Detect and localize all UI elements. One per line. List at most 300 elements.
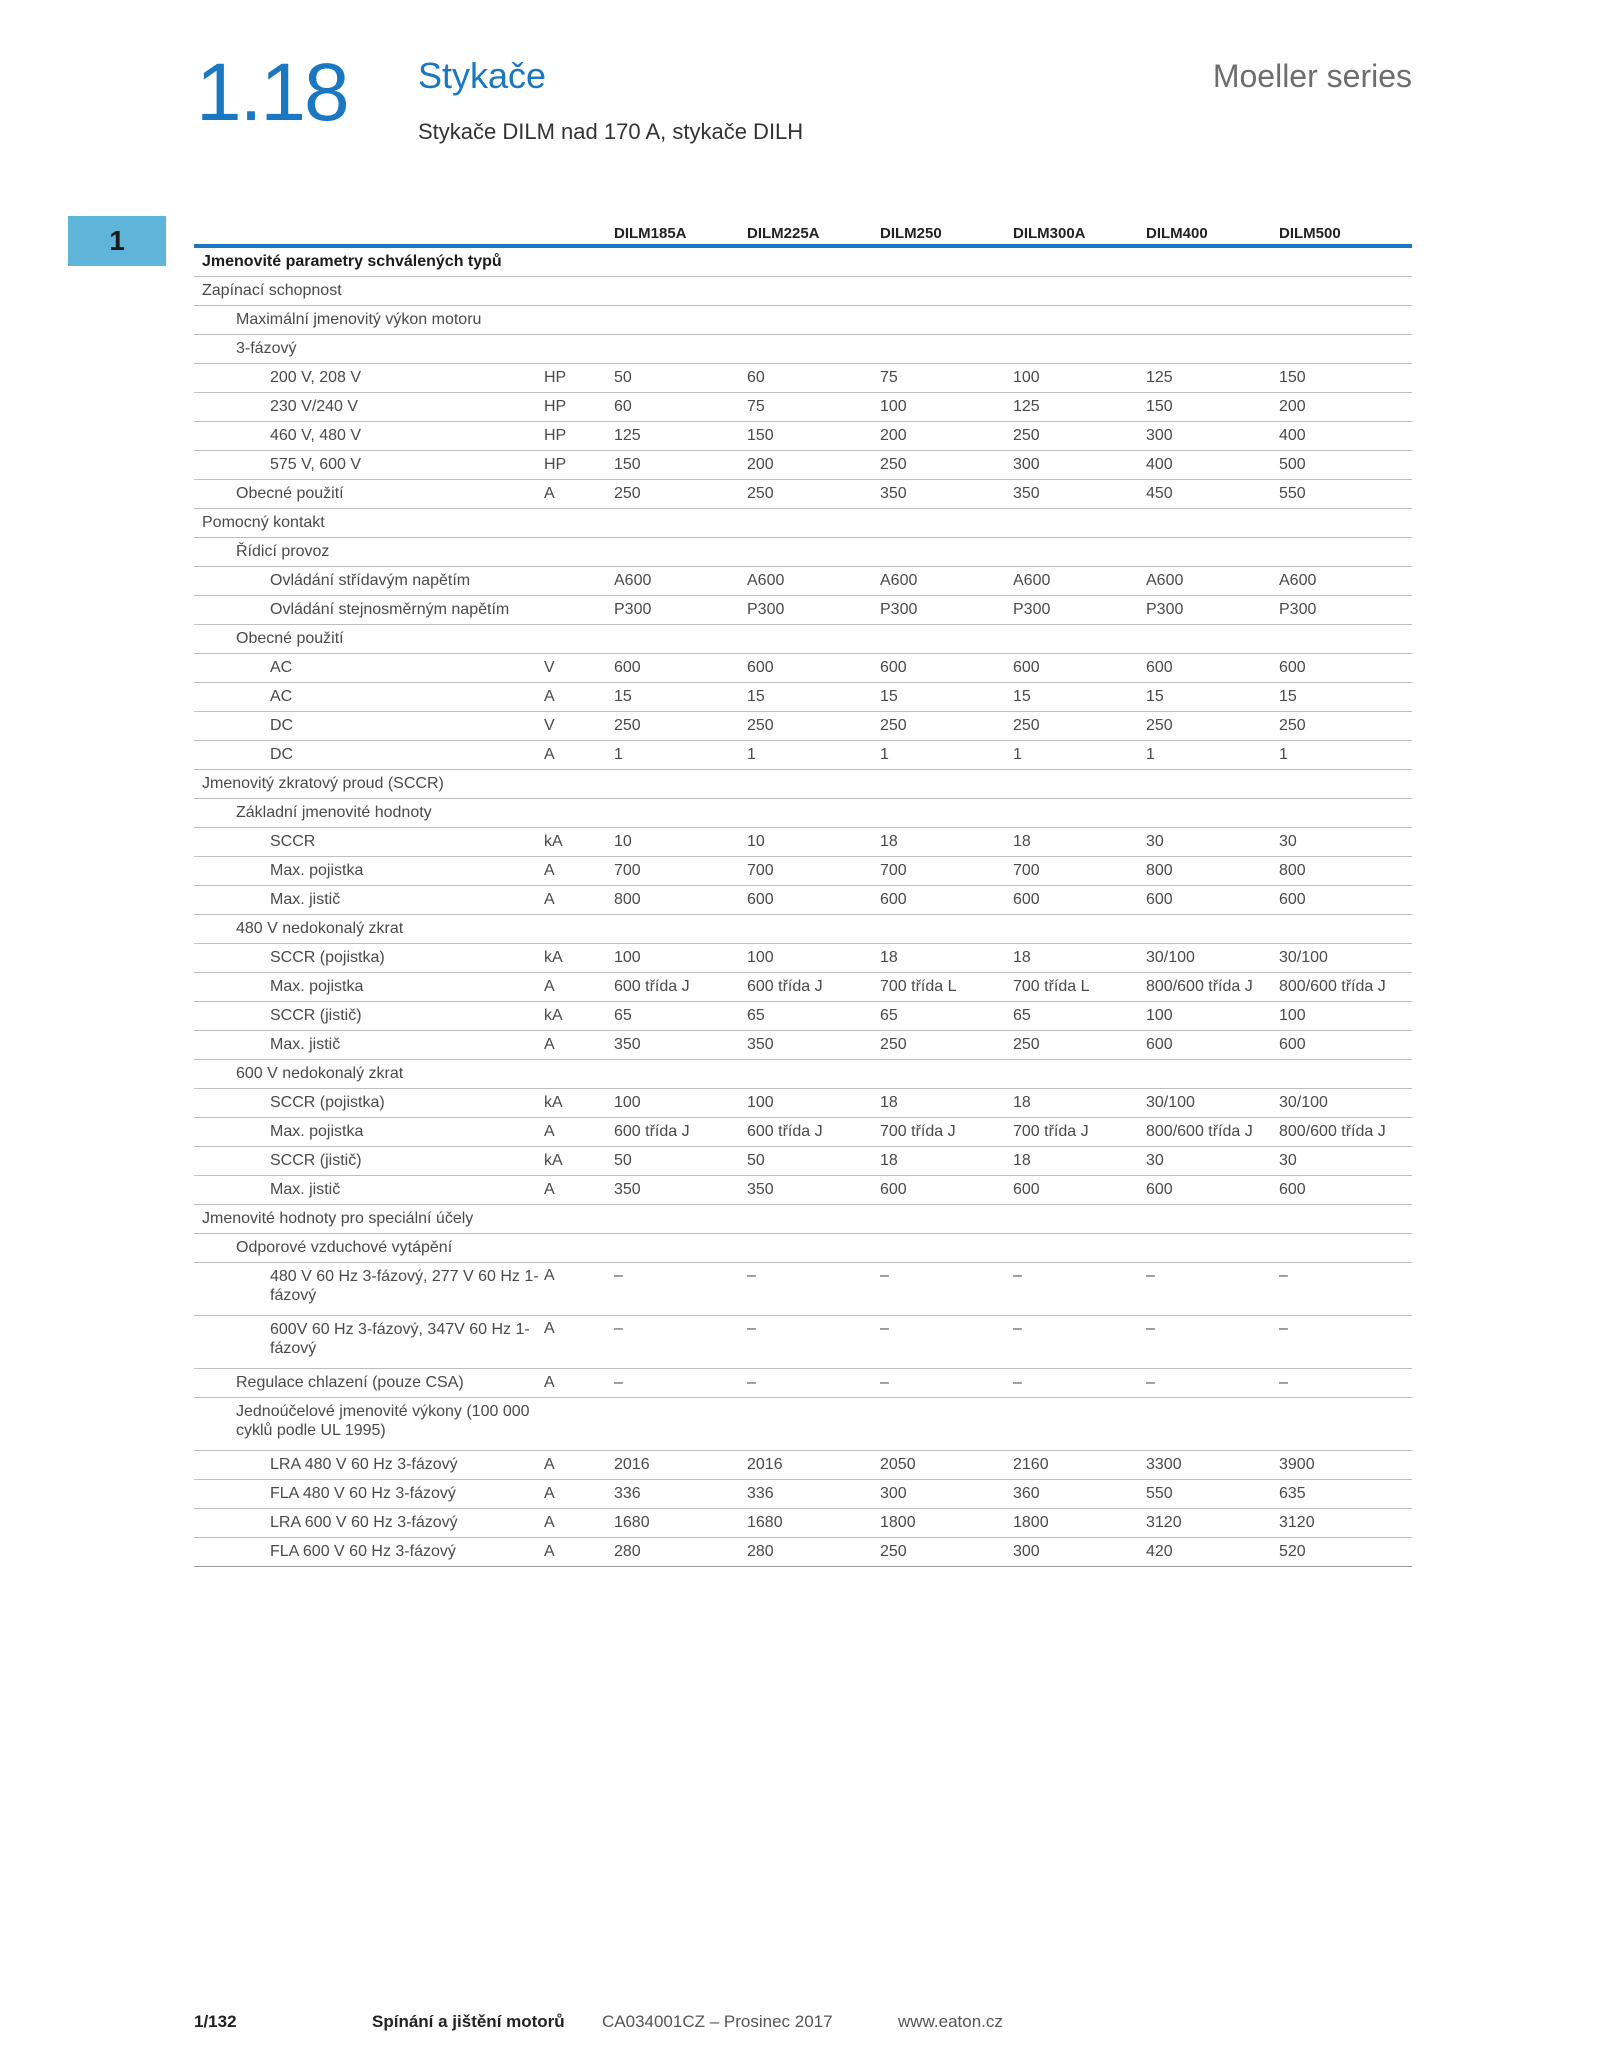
table-row <box>194 393 1412 422</box>
header-label-spacer <box>194 218 544 246</box>
cell-value <box>880 509 1013 538</box>
cell-value: 100 <box>1279 1002 1412 1031</box>
cell-value <box>1013 1060 1146 1089</box>
cell-value <box>1146 1398 1279 1451</box>
cell-value: 150 <box>614 451 747 480</box>
row-label: Jmenovitý zkratový proud (SCCR) <box>194 770 544 799</box>
cell-value: 500 <box>1279 451 1412 480</box>
row-unit: A <box>544 683 614 712</box>
cell-value <box>1146 770 1279 799</box>
cell-value: 50 <box>747 1147 880 1176</box>
cell-value: 30 <box>1279 828 1412 857</box>
cell-value: 100 <box>880 393 1013 422</box>
row-unit: HP <box>544 422 614 451</box>
cell-value: 450 <box>1146 480 1279 509</box>
cell-value: – <box>880 1263 1013 1316</box>
cell-value <box>1146 1234 1279 1263</box>
header-unit-spacer <box>544 218 614 246</box>
cell-value: 3300 <box>1146 1451 1279 1480</box>
cell-value: 250 <box>1013 712 1146 741</box>
cell-value: 18 <box>1013 828 1146 857</box>
cell-value <box>880 1205 1013 1234</box>
cell-value: 250 <box>614 480 747 509</box>
cell-value: 600 <box>1146 886 1279 915</box>
cell-value <box>1013 1205 1146 1234</box>
row-label: Obecné použití <box>194 625 544 654</box>
cell-value <box>747 509 880 538</box>
cell-value: 30/100 <box>1279 944 1412 973</box>
cell-value: 1 <box>747 741 880 770</box>
cell-value <box>1146 306 1279 335</box>
row-unit: HP <box>544 451 614 480</box>
cell-value <box>747 1234 880 1263</box>
table-row <box>194 422 1412 451</box>
cell-value: – <box>1146 1263 1279 1316</box>
column-header: DILM300A <box>1013 218 1146 246</box>
cell-value: 600 <box>1013 1176 1146 1205</box>
cell-value <box>1279 538 1412 567</box>
row-unit: A <box>544 1263 614 1316</box>
cell-value: – <box>880 1369 1013 1398</box>
cell-value: 600 <box>880 654 1013 683</box>
cell-value: A600 <box>614 567 747 596</box>
row-unit: V <box>544 654 614 683</box>
cell-value: 15 <box>614 683 747 712</box>
cell-value: 336 <box>614 1480 747 1509</box>
cell-value: 100 <box>1013 364 1146 393</box>
cell-value: 600 <box>1146 1031 1279 1060</box>
page-title: Stykače <box>418 55 547 96</box>
cell-value: 3120 <box>1279 1509 1412 1538</box>
chapter-tab: 1 <box>68 216 166 266</box>
cell-value: 1 <box>1013 741 1146 770</box>
table-row <box>194 944 1412 973</box>
row-unit: HP <box>544 393 614 422</box>
page-number: 1/132 <box>194 2012 237 2031</box>
table-row <box>194 1538 1412 1567</box>
cell-value <box>747 1205 880 1234</box>
row-label: Jmenovité hodnoty pro speciální účely <box>194 1205 544 1234</box>
table-row <box>194 625 1412 654</box>
cell-value: 1 <box>1279 741 1412 770</box>
cell-value <box>880 306 1013 335</box>
cell-value <box>1013 799 1146 828</box>
table-row <box>194 857 1412 886</box>
cell-value: 600 <box>1279 1031 1412 1060</box>
row-label: 460 V, 480 V <box>194 422 544 451</box>
cell-value: 125 <box>614 422 747 451</box>
cell-value <box>1146 246 1279 277</box>
cell-value <box>614 306 747 335</box>
cell-value: 150 <box>1279 364 1412 393</box>
row-label: 200 V, 208 V <box>194 364 544 393</box>
row-label: SCCR (pojistka) <box>194 1089 544 1118</box>
row-unit <box>544 1234 614 1263</box>
cell-value: P300 <box>747 596 880 625</box>
cell-value: 300 <box>1013 1538 1146 1567</box>
cell-value: 635 <box>1279 1480 1412 1509</box>
cell-value: 100 <box>1146 1002 1279 1031</box>
cell-value <box>1013 509 1146 538</box>
cell-value: 10 <box>747 828 880 857</box>
cell-value: 250 <box>1013 1031 1146 1060</box>
row-unit: A <box>544 1118 614 1147</box>
cell-value <box>747 1060 880 1089</box>
table-row <box>194 1147 1412 1176</box>
table-row <box>194 1451 1412 1480</box>
row-unit <box>544 538 614 567</box>
cell-value <box>747 246 880 277</box>
row-label: SCCR (jistič) <box>194 1002 544 1031</box>
cell-value: – <box>880 1316 1013 1369</box>
column-header: DILM225A <box>747 218 880 246</box>
cell-value: 30/100 <box>1146 1089 1279 1118</box>
chapter-number: 1.18 <box>196 47 348 138</box>
cell-value: – <box>1013 1263 1146 1316</box>
cell-value <box>1013 1398 1146 1451</box>
cell-value <box>1013 538 1146 567</box>
cell-value: 100 <box>614 944 747 973</box>
table-row <box>194 654 1412 683</box>
row-label: DC <box>194 712 544 741</box>
cell-value: 250 <box>614 712 747 741</box>
cell-value: 600 <box>1146 654 1279 683</box>
row-label: Max. jistič <box>194 1031 544 1060</box>
cell-value: P300 <box>1146 596 1279 625</box>
cell-value: 520 <box>1279 1538 1412 1567</box>
cell-value: 30 <box>1279 1147 1412 1176</box>
cell-value: 600 třída J <box>747 1118 880 1147</box>
table-row <box>194 1176 1412 1205</box>
cell-value: 600 <box>614 654 747 683</box>
cell-value: P300 <box>880 596 1013 625</box>
cell-value: 1 <box>880 741 1013 770</box>
table-row <box>194 915 1412 944</box>
cell-value <box>1279 246 1412 277</box>
cell-value: 700 třída J <box>1013 1118 1146 1147</box>
cell-value: 800 <box>614 886 747 915</box>
table-row <box>194 1398 1412 1451</box>
table-row <box>194 538 1412 567</box>
row-unit: V <box>544 712 614 741</box>
row-unit: A <box>544 1369 614 1398</box>
row-label: AC <box>194 683 544 712</box>
cell-value <box>880 1398 1013 1451</box>
row-label: 480 V nedokonalý zkrat <box>194 915 544 944</box>
cell-value <box>614 509 747 538</box>
row-label: Odporové vzduchové vytápění <box>194 1234 544 1263</box>
row-unit: A <box>544 1451 614 1480</box>
cell-value: 18 <box>1013 1089 1146 1118</box>
cell-value <box>747 277 880 306</box>
cell-value: 18 <box>880 944 1013 973</box>
cell-value: 3900 <box>1279 1451 1412 1480</box>
cell-value: – <box>1013 1369 1146 1398</box>
row-label: Základní jmenovité hodnoty <box>194 799 544 828</box>
cell-value <box>1013 625 1146 654</box>
cell-value: 700 třída L <box>1013 973 1146 1002</box>
cell-value: 2160 <box>1013 1451 1146 1480</box>
cell-value: 1 <box>614 741 747 770</box>
cell-value <box>747 538 880 567</box>
cell-value: – <box>747 1369 880 1398</box>
cell-value: 65 <box>614 1002 747 1031</box>
cell-value: 2050 <box>880 1451 1013 1480</box>
cell-value: 250 <box>1146 712 1279 741</box>
cell-value: 1800 <box>1013 1509 1146 1538</box>
cell-value: 65 <box>1013 1002 1146 1031</box>
cell-value: 18 <box>1013 944 1146 973</box>
row-label: LRA 480 V 60 Hz 3-fázový <box>194 1451 544 1480</box>
row-unit <box>544 1060 614 1089</box>
cell-value: 336 <box>747 1480 880 1509</box>
cell-value <box>1279 1398 1412 1451</box>
cell-value: 600 <box>1013 886 1146 915</box>
row-unit <box>544 567 614 596</box>
cell-value <box>1146 1060 1279 1089</box>
table-row <box>194 1060 1412 1089</box>
cell-value: – <box>1279 1263 1412 1316</box>
cell-value: 60 <box>747 364 880 393</box>
row-label: Pomocný kontakt <box>194 509 544 538</box>
cell-value: 2016 <box>614 1451 747 1480</box>
row-label: LRA 600 V 60 Hz 3-fázový <box>194 1509 544 1538</box>
cell-value: 3120 <box>1146 1509 1279 1538</box>
cell-value: 200 <box>1279 393 1412 422</box>
row-label: 600 V nedokonalý zkrat <box>194 1060 544 1089</box>
row-unit: kA <box>544 944 614 973</box>
row-unit: A <box>544 1509 614 1538</box>
series-label: Moeller series <box>1212 58 1412 94</box>
cell-value: 1680 <box>614 1509 747 1538</box>
cell-value: – <box>1146 1369 1279 1398</box>
table-row <box>194 973 1412 1002</box>
cell-value: 700 <box>1013 857 1146 886</box>
table-row <box>194 741 1412 770</box>
cell-value: 30 <box>1146 1147 1279 1176</box>
cell-value <box>1146 509 1279 538</box>
table-row <box>194 335 1412 364</box>
cell-value: 1 <box>1146 741 1279 770</box>
cell-value: 350 <box>747 1176 880 1205</box>
row-unit <box>544 306 614 335</box>
cell-value <box>747 799 880 828</box>
row-unit: kA <box>544 828 614 857</box>
cell-value: 200 <box>880 422 1013 451</box>
row-unit <box>544 246 614 277</box>
cell-value: 360 <box>1013 1480 1146 1509</box>
cell-value: A600 <box>747 567 880 596</box>
cell-value: 125 <box>1146 364 1279 393</box>
row-label: Max. pojistka <box>194 1118 544 1147</box>
cell-value: 600 třída J <box>614 1118 747 1147</box>
cell-value: 125 <box>1013 393 1146 422</box>
cell-value: 18 <box>880 1089 1013 1118</box>
footer-website: www.eaton.cz <box>898 2012 1003 2031</box>
cell-value: 600 <box>747 654 880 683</box>
row-unit: A <box>544 886 614 915</box>
cell-value: 150 <box>1146 393 1279 422</box>
cell-value <box>1279 915 1412 944</box>
table-row <box>194 277 1412 306</box>
cell-value <box>1279 277 1412 306</box>
page-subtitle: Stykače DILM nad 170 A, stykače DILH <box>418 119 804 144</box>
footer <box>194 2012 1003 2032</box>
row-label: Max. jistič <box>194 886 544 915</box>
cell-value: 280 <box>747 1538 880 1567</box>
cell-value: 10 <box>614 828 747 857</box>
cell-value: – <box>1279 1316 1412 1369</box>
row-label: DC <box>194 741 544 770</box>
table-row <box>194 712 1412 741</box>
cell-value: P300 <box>614 596 747 625</box>
table-row <box>194 480 1412 509</box>
cell-value: 30/100 <box>1146 944 1279 973</box>
cell-value: A600 <box>1146 567 1279 596</box>
table-body <box>194 246 1412 1567</box>
cell-value <box>880 1060 1013 1089</box>
row-unit: A <box>544 480 614 509</box>
row-unit: kA <box>544 1002 614 1031</box>
table-row <box>194 451 1412 480</box>
cell-value: 350 <box>880 480 1013 509</box>
cell-value: 550 <box>1279 480 1412 509</box>
table-row <box>194 828 1412 857</box>
row-label: Obecné použití <box>194 480 544 509</box>
cell-value <box>614 1060 747 1089</box>
row-label: FLA 480 V 60 Hz 3-fázový <box>194 1480 544 1509</box>
cell-value <box>1013 306 1146 335</box>
cell-value <box>747 770 880 799</box>
cell-value: 800/600 třída J <box>1279 973 1412 1002</box>
cell-value: 600 třída J <box>614 973 747 1002</box>
cell-value: 700 <box>747 857 880 886</box>
cell-value <box>614 335 747 364</box>
cell-value: 700 třída L <box>880 973 1013 1002</box>
cell-value: 2016 <box>747 1451 880 1480</box>
cell-value <box>614 625 747 654</box>
table-row <box>194 683 1412 712</box>
cell-value <box>880 625 1013 654</box>
row-unit: HP <box>544 364 614 393</box>
row-label: SCCR <box>194 828 544 857</box>
cell-value: 1800 <box>880 1509 1013 1538</box>
table-row <box>194 1480 1412 1509</box>
cell-value <box>880 335 1013 364</box>
cell-value <box>1279 509 1412 538</box>
row-label: 480 V 60 Hz 3-fázový, 277 V 60 Hz 1-fázový <box>194 1263 544 1316</box>
row-label: Max. pojistka <box>194 973 544 1002</box>
cell-value <box>747 625 880 654</box>
row-label: 575 V, 600 V <box>194 451 544 480</box>
table-row <box>194 1205 1412 1234</box>
cell-value: 18 <box>880 1147 1013 1176</box>
cell-value <box>880 770 1013 799</box>
cell-value: 600 <box>1013 654 1146 683</box>
cell-value: 420 <box>1146 1538 1279 1567</box>
cell-value: 700 <box>880 857 1013 886</box>
cell-value <box>880 538 1013 567</box>
row-label: FLA 600 V 60 Hz 3-fázový <box>194 1538 544 1567</box>
cell-value: 1680 <box>747 1509 880 1538</box>
cell-value: 18 <box>880 828 1013 857</box>
row-label: 600V 60 Hz 3-fázový, 347V 60 Hz 1-fázový <box>194 1316 544 1369</box>
cell-value: 15 <box>1013 683 1146 712</box>
row-unit: A <box>544 1176 614 1205</box>
cell-value: A600 <box>1013 567 1146 596</box>
cell-value <box>614 1205 747 1234</box>
cell-value: 800/600 třída J <box>1146 1118 1279 1147</box>
table-header-row <box>194 218 1412 246</box>
row-unit: A <box>544 741 614 770</box>
cell-value: 250 <box>880 1538 1013 1567</box>
cell-value: 250 <box>880 1031 1013 1060</box>
cell-value: 280 <box>614 1538 747 1567</box>
cell-value: 350 <box>1013 480 1146 509</box>
spec-table <box>194 218 1412 1567</box>
row-label: Řídicí provoz <box>194 538 544 567</box>
cell-value: 100 <box>614 1089 747 1118</box>
row-label: Maximální jmenovitý výkon motoru <box>194 306 544 335</box>
cell-value: P300 <box>1279 596 1412 625</box>
column-header: DILM400 <box>1146 218 1279 246</box>
cell-value: 18 <box>1013 1147 1146 1176</box>
cell-value <box>880 915 1013 944</box>
cell-value <box>880 246 1013 277</box>
table-row <box>194 1118 1412 1147</box>
cell-value <box>1146 1205 1279 1234</box>
row-unit: A <box>544 1480 614 1509</box>
cell-value: – <box>614 1263 747 1316</box>
row-unit <box>544 509 614 538</box>
table-row <box>194 1509 1412 1538</box>
cell-value: A600 <box>1279 567 1412 596</box>
cell-value: 30/100 <box>1279 1089 1412 1118</box>
table-row <box>194 1263 1412 1316</box>
cell-value: – <box>614 1369 747 1398</box>
cell-value <box>614 770 747 799</box>
row-label: 230 V/240 V <box>194 393 544 422</box>
cell-value: 350 <box>614 1176 747 1205</box>
row-unit <box>544 770 614 799</box>
table-row <box>194 567 1412 596</box>
cell-value <box>1013 1234 1146 1263</box>
row-unit: A <box>544 1538 614 1567</box>
column-header: DILM250 <box>880 218 1013 246</box>
cell-value <box>1279 625 1412 654</box>
footer-doc-id: CA034001CZ – Prosinec 2017 <box>602 2012 833 2031</box>
row-label: AC <box>194 654 544 683</box>
row-unit <box>544 277 614 306</box>
row-unit <box>544 596 614 625</box>
cell-value <box>747 915 880 944</box>
cell-value: – <box>1279 1369 1412 1398</box>
column-header: DILM185A <box>614 218 747 246</box>
column-header: DILM500 <box>1279 218 1412 246</box>
cell-value: – <box>747 1316 880 1369</box>
cell-value: 250 <box>747 712 880 741</box>
cell-value: 15 <box>1279 683 1412 712</box>
row-label: Ovládání stejnosměrným napětím <box>194 596 544 625</box>
cell-value: 600 <box>1279 654 1412 683</box>
table-row <box>194 1234 1412 1263</box>
cell-value: 15 <box>880 683 1013 712</box>
table-row <box>194 1002 1412 1031</box>
cell-value: 250 <box>880 451 1013 480</box>
row-unit <box>544 799 614 828</box>
cell-value <box>1279 770 1412 799</box>
cell-value: 800/600 třída J <box>1279 1118 1412 1147</box>
